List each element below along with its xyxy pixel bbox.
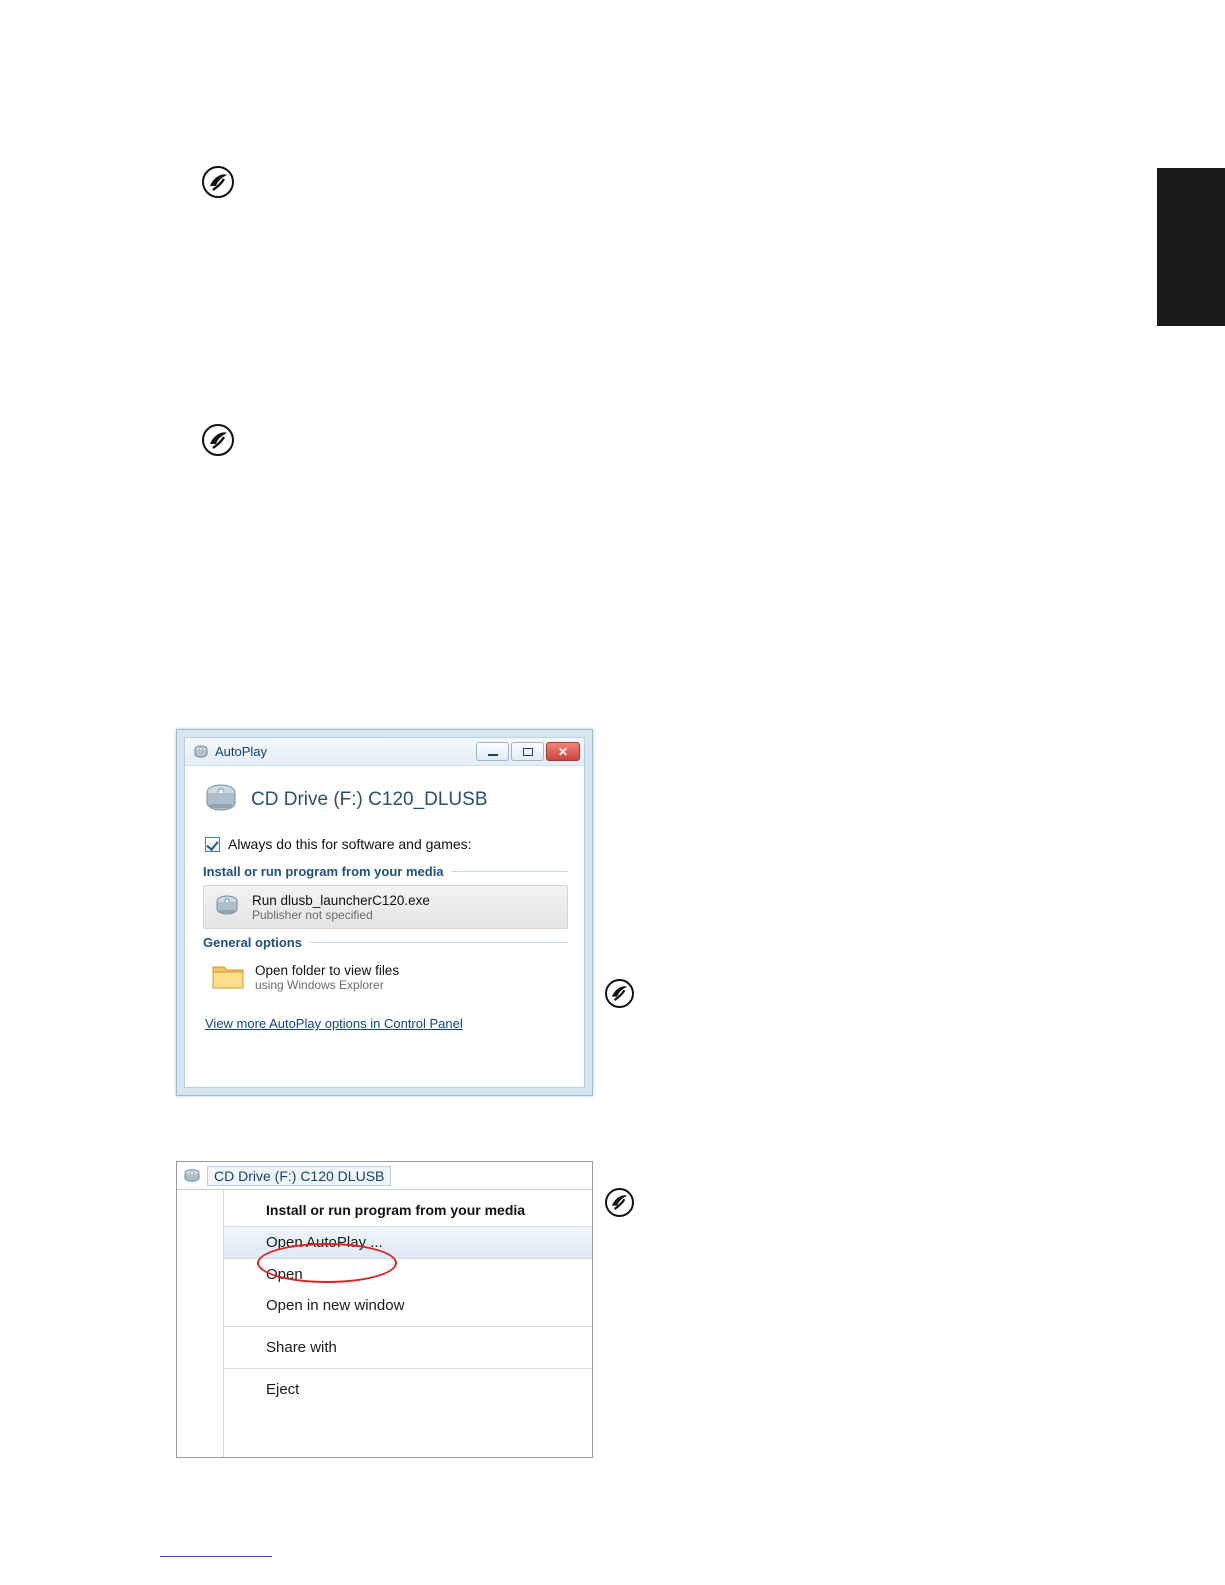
acer-swoosh-icon [611,984,628,1002]
always-do-this-label: Always do this for software and games: [228,836,472,852]
autoplay-title: AutoPlay [215,744,268,759]
page-edge-tab [1157,168,1225,326]
note-bullet-1-icon [202,166,236,200]
note-bullet-2-icon [202,424,236,458]
menu-item-eject[interactable]: Eject [266,1381,300,1398]
autoplay-option-open-folder-text [255,963,399,992]
section-heading-install [203,864,568,879]
cd-drive-icon [183,1167,201,1185]
section-divider [310,942,568,943]
folder-icon [211,962,245,992]
autoplay-dialog[interactable] [176,729,593,1096]
context-menu-gutter [177,1190,224,1457]
section-heading-install-text: Install or run program from your media [203,864,444,879]
always-do-this-checkbox[interactable] [205,837,220,852]
section-divider [452,871,568,872]
option-title: Run dlusb_launcherC120.exe [252,892,430,908]
cd-drive-icon [193,744,209,760]
maximize-button[interactable] [511,742,544,761]
cd-drive-icon [212,892,242,922]
autoplay-option-run-launcher[interactable] [203,885,568,929]
menu-item-open-autoplay[interactable]: Open AutoPlay ... [224,1226,592,1259]
window-controls [476,742,580,761]
context-menu-header [177,1162,592,1190]
autoplay-drive-row [201,780,568,820]
acer-swoosh-icon [611,1193,628,1211]
menu-item-open-in-new-window[interactable]: Open in new window [266,1297,405,1314]
maximize-icon [523,748,533,756]
footer-link-rule [160,1556,272,1557]
context-menu-heading: Install or run program from your media [266,1202,526,1218]
minimize-button[interactable] [476,742,509,761]
menu-item-open[interactable]: Open [266,1266,303,1283]
cd-drive-icon [201,780,241,820]
autoplay-option-open-folder[interactable] [203,956,568,998]
context-menu-list [224,1190,592,1457]
menu-item-share-with[interactable]: Share with [266,1339,337,1356]
acer-swoosh-icon [209,172,228,192]
close-button[interactable]: ✕ [546,742,580,761]
menu-separator [224,1326,592,1327]
note-bullet-3-icon [605,979,635,1009]
context-menu-screenshot[interactable] [176,1161,593,1458]
section-heading-general [203,935,568,950]
option-title: Open folder to view files [255,962,400,978]
section-heading-general-text: General options [203,935,302,950]
autoplay-drive-label: CD Drive (F:) C120_DLUSB [251,789,488,810]
autoplay-dialog-inner [184,737,585,1088]
autoplay-body [185,766,584,1033]
menu-separator [224,1368,592,1369]
context-menu-header-label: CD Drive (F:) C120 DLUSB [207,1166,391,1186]
acer-swoosh-icon [209,430,228,450]
option-subtitle: Publisher not specified [252,907,373,922]
minimize-icon [488,754,498,756]
note-bullet-4-icon [605,1188,635,1218]
view-more-autoplay-options-link[interactable]: View more AutoPlay options in Control Panel [205,1016,463,1031]
option-subtitle: using Windows Explorer [255,977,384,992]
always-do-this-row[interactable] [205,836,568,852]
autoplay-titlebar [185,738,584,766]
autoplay-option-run-launcher-text [252,893,430,922]
